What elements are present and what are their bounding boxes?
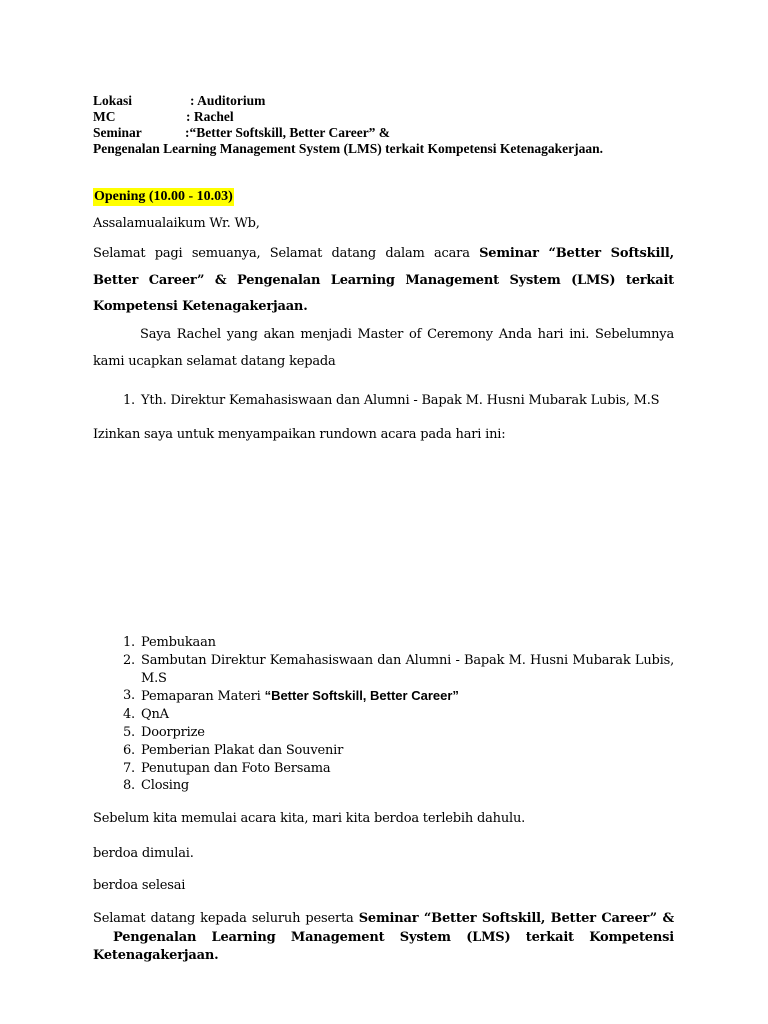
lokasi-value: : Auditorium: [190, 93, 266, 108]
list-item: [93, 760, 674, 778]
list-item: [93, 687, 674, 706]
list-item-text: [141, 687, 674, 706]
lokasi-label: Lokasi: [93, 93, 133, 108]
list-item: [93, 634, 674, 652]
guest-list: [93, 392, 674, 410]
rundown-list: [93, 634, 674, 795]
mc-label: MC: [93, 109, 116, 124]
list-item-number: 8.: [122, 778, 135, 794]
list-item-number: 6.: [122, 742, 135, 758]
list-item: [93, 652, 674, 688]
prayer-end: berdoa selesai: [93, 878, 186, 893]
list-item-number: 7.: [122, 760, 135, 776]
list-item-number: 1.: [122, 635, 135, 650]
closing-prefix: Selamat datang kepada seluruh peserta: [93, 911, 359, 926]
seminar-row: [93, 125, 391, 141]
list-item-number: 3.: [122, 688, 135, 704]
seminar-value: :“Better Softskill, Better Career” &: [185, 125, 391, 140]
list-item: [93, 724, 674, 742]
welcome-prefix: Selamat pagi semuanya, Selamat datang dalam acara: [93, 246, 480, 261]
seminar-label: Seminar: [93, 125, 142, 140]
list-item-number: 4.: [122, 707, 135, 723]
list-item-text: Doorprize: [141, 724, 205, 740]
prayer-intro: Sebelum kita memulai acara kita, mari kita berdoa terlebih dahulu.: [93, 811, 526, 826]
welcome-seminar-title: Seminar “Better Softskill, Better Career” & Pengenalan Learning Management System (LMS) terkait Kompetensi Ketenagakerjaan.: [93, 246, 674, 314]
list-item-text: Sambutan Direktur Kemahasiswaan dan Alumni - Bapak M. Husni Mubarak Lubis, M.S: [141, 652, 674, 686]
list-item-number: 2.: [122, 652, 135, 668]
list-item-text: QnA: [141, 707, 169, 723]
intro-paragraph: Saya Rachel yang akan menjadi Master of Ceremony Anda hari ini. Sebelumnya kami ucapkan selamat datang kepada: [93, 327, 674, 369]
list-item: [93, 392, 674, 410]
closing-title-part-2: Pengenalan Learning Management System (LMS) terkait Kompetensi: [113, 929, 674, 945]
prayer-start: berdoa dimulai.: [93, 846, 194, 861]
rundown-intro: Izinkan saya untuk menyampaikan rundown acara pada hari ini:: [93, 427, 506, 442]
list-item: [93, 742, 674, 760]
list-item-text: Penutupan dan Foto Bersama: [141, 760, 331, 776]
list-item-text: Pemberian Plakat dan Souvenir: [141, 742, 344, 758]
closing-title-part-3: Ketenagakerjaan.: [93, 948, 219, 963]
list-item: [93, 777, 674, 795]
welcome-paragraph: [93, 241, 674, 321]
list-item-text: Pembukaan: [141, 635, 216, 650]
closing-paragraph: [93, 910, 674, 966]
opening-heading: Opening (10.00 - 10.03): [94, 189, 233, 204]
list-item-text: Closing: [141, 778, 190, 794]
mc-value: : Rachel: [186, 109, 234, 124]
greeting: Assalamualaikum Wr. Wb,: [93, 216, 260, 231]
lokasi-row: [93, 93, 266, 109]
mc-row: [93, 109, 234, 125]
list-item-number: 1.: [122, 393, 135, 408]
list-item-text-bold: “Better Softskill, Better Career”: [264, 688, 459, 704]
list-item: [93, 706, 674, 724]
seminar-title-line: Pengenalan Learning Management System (LMS) terkait Kompetensi Ketenagakerjaan.: [93, 141, 603, 156]
closing-title-part-1: Seminar “Better Softskill, Better Career” &: [358, 911, 674, 926]
closing-line-1: [93, 910, 674, 929]
list-item-number: 5.: [122, 724, 135, 740]
list-item-text: Yth. Direktur Kemahasiswaan dan Alumni - Bapak M. Husni Mubarak Lubis, M.S: [141, 393, 660, 408]
list-item-text-plain: Pemaparan Materi: [141, 689, 265, 705]
